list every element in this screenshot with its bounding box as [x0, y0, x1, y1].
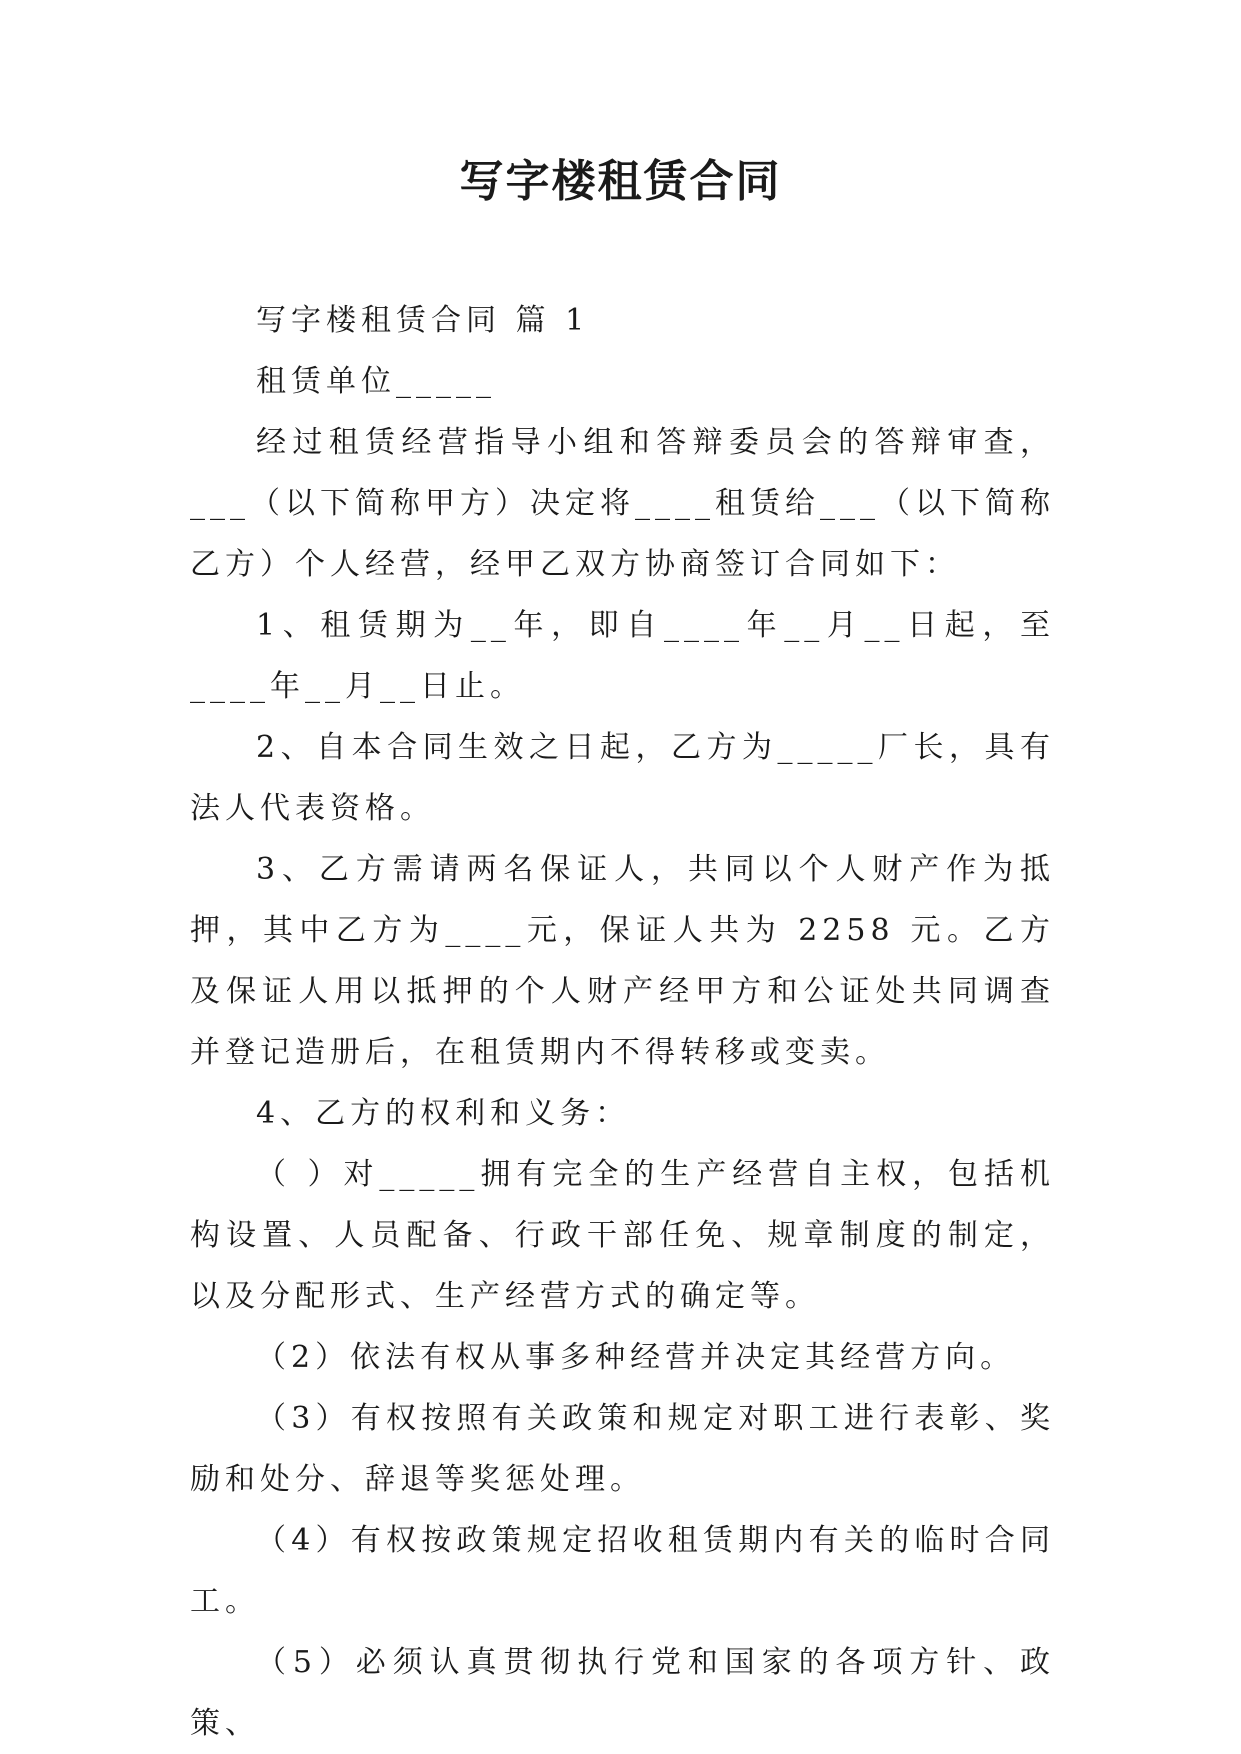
- section-heading: 写字楼租赁合同 篇 1: [256, 303, 590, 338]
- clause-4-item-1: （ ）对_____拥有完全的生产经营自主权，包括机构设置、人员配备、行政干部任免、规章制度的制定，以及分配形式、生产经营方式的确定等。: [190, 1157, 1055, 1314]
- clause-4-item-5: （5）必须认真贯彻执行党和国家的各项方针、政策、: [190, 1645, 1055, 1741]
- document-title: 写字楼租赁合同: [459, 156, 782, 207]
- clause-1-lease-term: 1、租赁期为__年，即自____年__月__日起，至____年__月__日止。: [190, 608, 1055, 704]
- paragraph-lessee-unit: 租赁单位_____: [256, 364, 496, 399]
- clause-4-item-3: （3）有权按照有关政策和规定对职工进行表彰、奖励和处分、辞退等奖惩处理。: [190, 1401, 1055, 1497]
- paragraph-preamble: 经过租赁经营指导小组和答辩委员会的答辩审查，___（以下简称甲方）决定将____租赁给___（以下简称乙方）个人经营，经甲乙双方协商签订合同如下：: [190, 425, 1055, 582]
- clause-4-rights-duties: 4、乙方的权利和义务：: [256, 1096, 631, 1131]
- clause-3-guarantors: 3、乙方需请两名保证人，共同以个人财产作为抵押，其中乙方为____元，保证人共为 2258 元。乙方及保证人用以抵押的个人财产经甲方和公证处共同调查并登记造册后，在租赁期内不得转移或变卖。: [190, 852, 1055, 1070]
- clause-4-item-2: （2）依法有权从事多种经营并决定其经营方向。: [256, 1340, 1016, 1375]
- clause-4-item-4: （4）有权按政策规定招收租赁期内有关的临时合同工。: [190, 1523, 1055, 1619]
- clause-2-legal-representative: 2、自本合同生效之日起，乙方为_____厂长，具有法人代表资格。: [190, 730, 1055, 826]
- document-body: [190, 290, 1055, 1754]
